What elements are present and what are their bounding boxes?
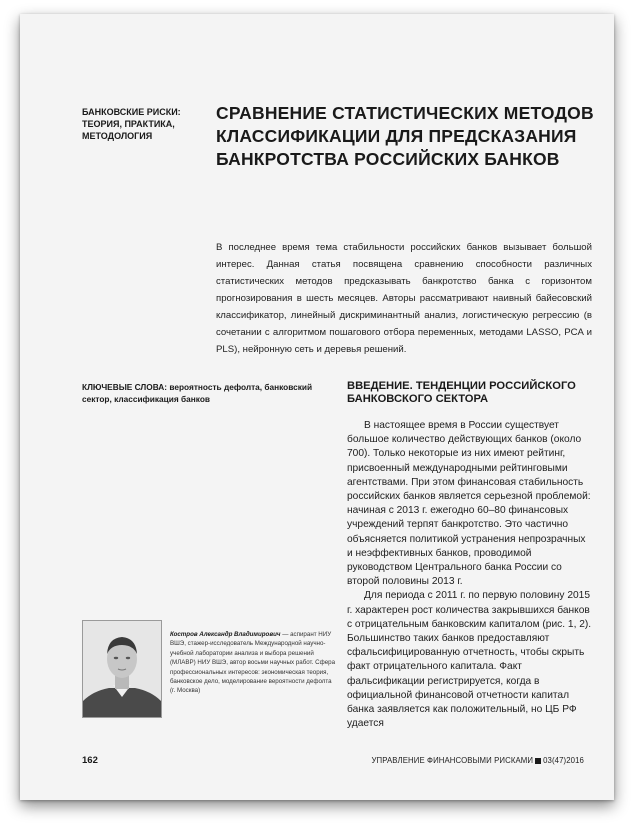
journal-name: УПРАВЛЕНИЕ ФИНАНСОВЫМИ РИСКАМИ xyxy=(371,756,534,765)
body-paragraph: Для периода с 2011 г. по первую половину 2015 г. характерен рост количества закрывшихся банков с отрицательным банковским капиталом (рис. 1, 2). Большинство таких банков предоставляют сфальсифицированную отчетность, чтобы скрыть факт отрицательного капитала. Факт фальсификации регистрируется, когда в официальной финансовой отчетности капитал банка заявляется как положительный, но ЦБ РФ удается xyxy=(347,590,592,730)
keywords xyxy=(82,381,337,405)
article-abstract: В последнее время тема стабильности российских банков вызывает большой интерес. Данная статья посвящена сравнению способности различных статистических методов предсказывать банкротство банка с горизонтом прогнозирования в шесть месяцев. Авторы рассматривают наивный байесовский классификатор, линейный дискриминантный анализ, логистическую регрессию (в сочетании с алгоритмом пошагового отбора переменных, методами LASSO, PCA и PLS), нейронную сеть и деревья решений. xyxy=(216,242,592,355)
author-name: Костров Александр Владимирович xyxy=(170,631,281,638)
journal-issue: 03(47)2016 xyxy=(543,756,584,765)
footer-journal xyxy=(371,756,584,765)
author-photo xyxy=(82,620,162,718)
section-heading: ВВЕДЕНИЕ. ТЕНДЕНЦИИ РОССИЙСКОГО БАНКОВСКОГО СЕКТОРА xyxy=(347,380,576,405)
square-separator-icon xyxy=(535,758,541,764)
page-number: 162 xyxy=(82,755,98,766)
article-title: СРАВНЕНИЕ СТАТИСТИЧЕСКИХ МЕТОДОВ КЛАССИФИКАЦИИ ДЛЯ ПРЕДСКАЗАНИЯ БАНКРОТСТВА РОССИЙСКИХ БАНКОВ xyxy=(216,103,594,169)
author-portrait-icon xyxy=(83,621,161,717)
body-text xyxy=(347,419,593,731)
author-bio xyxy=(170,630,338,696)
body-paragraph: В настоящее время в России существует большое количество действующих банков (около 700). Только некоторые из них имеют рейтинг, присвоенный международными рейтинговыми агентствами. При этом финансовая стабильность российских банков является серьезной проблемой: начиная с 2013 г. ежегодно 60–80 финансовых учреждений терпят банкротство. Это частично объясняется политикой устранения непрозрачных и неэффективных банков, проводимой руководством Центрального банка России со второй половины 2013 г. xyxy=(347,420,591,588)
keywords-label: КЛЮЧЕВЫЕ СЛОВА: xyxy=(82,382,168,392)
rubric-label: БАНКОВСКИЕ РИСКИ: ТЕОРИЯ, ПРАКТИКА, МЕТОДОЛОГИЯ xyxy=(82,107,181,141)
keywords-text: вероятность дефолта, банковский сектор, классификация банков xyxy=(82,382,313,404)
author-description: — аспирант НИУ ВШЭ, стажер-исследователь Международной научно-учебной лаборатории анализа и выбора решений (МЛАВР) НИУ ВШЭ, автор восьми научных работ. Сфера профессиональных интересов: экономическая теория, банковское дело, моделирование вероятности дефолта (г. Москва) xyxy=(170,631,336,695)
journal-page xyxy=(20,14,614,800)
